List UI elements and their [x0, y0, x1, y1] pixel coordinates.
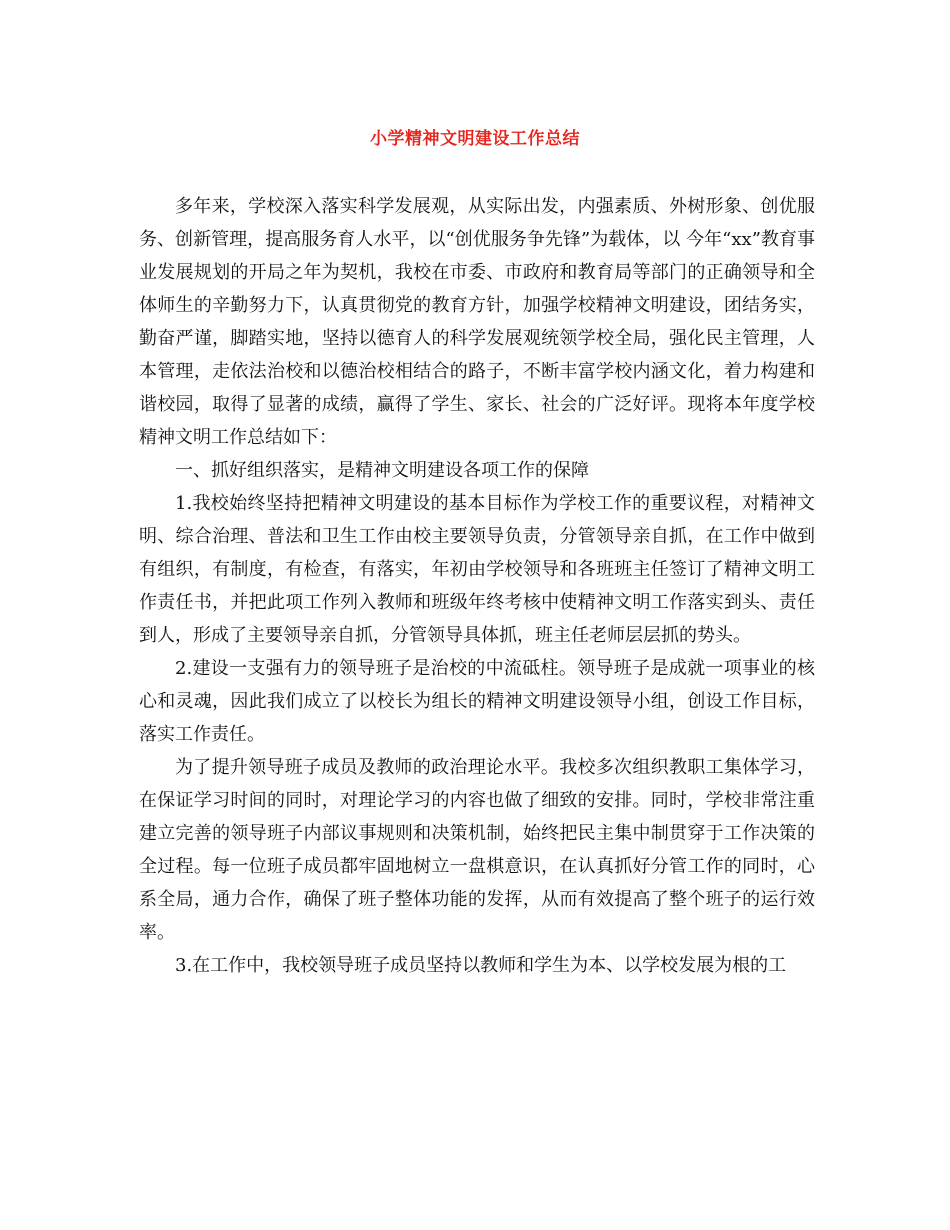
paragraph-item-2: 2.建设一支强有力的领导班子是治校的中流砥柱。领导班子是成就一项事业的核心和灵魂，因此我们成立了以校长为组长的精神文明建设领导小组，创设工作目标，落实工作责任。	[139, 658, 815, 745]
paragraph-leadership: 为了提升领导班子成员及教师的政治理论水平。我校多次组织教职工集体学习，在保证学习时间的同时，对理论学习的内容也做了细致的安排。同时，学校非常注重建立完善的领导班子内部议事规则和决策机制，始终把民主集中制贯穿于工作决策的全过程。每一位班子成员都牢固地树立一盘棋意识，在认真抓好分管工作的同时，心系全局，通力合作，确保了班子整体功能的发挥，从而有效提高了整个班子的运行效率。	[139, 757, 815, 943]
section-heading-1: 一、抓好组织落实，是精神文明建设各项工作的保障	[175, 460, 589, 481]
document-body	[139, 190, 815, 982]
paragraph-item-1: 1.我校始终坚持把精神文明建设的基本目标作为学校工作的重要议程，对精神文明、综合治理、普法和卫生工作由校主要领导负责，分管领导亲自抓，在工作中做到有组织，有制度，有检查，有落实，年初由学校领导和各班班主任签订了精神文明工作责任书，并把此项工作列入教师和班级年终考核中使精神文明工作落实到头、责任到人，形成了主要领导亲自抓，分管领导具体抓，班主任老师层层抓的势头。	[139, 493, 815, 646]
paragraph-item-3: 3.在工作中，我校领导班子成员坚持以教师和学生为本、以学校发展为根的工	[175, 955, 787, 976]
paragraph-intro: 多年来，学校深入落实科学发展观，从实际出发，内强素质、外树形象、创优服务、创新管理，提高服务育人水平，以“创优服务争先锋”为载体，以 今年“xx”教育事业发展规划的开局之年为契机，我校在市委、市政府和教育局等部门的正确领导和全体师生的辛勤努力下，认真贯彻党的教育方针，加强学校精神文明建设，团结务实，勤奋严谨，脚踏实地，坚持以德育人的科学发展观统领学校全局，强化民主管理，人本管理，走依法治校和以德治校相结合的路子，不断丰富学校内涵文化，着力构建和谐校园，取得了显著的成绩，赢得了学生、家长、社会的广泛好评。现将本年度学校精神文明工作总结如下：	[139, 196, 815, 448]
document-title: 小学精神文明建设工作总结	[370, 129, 580, 149]
